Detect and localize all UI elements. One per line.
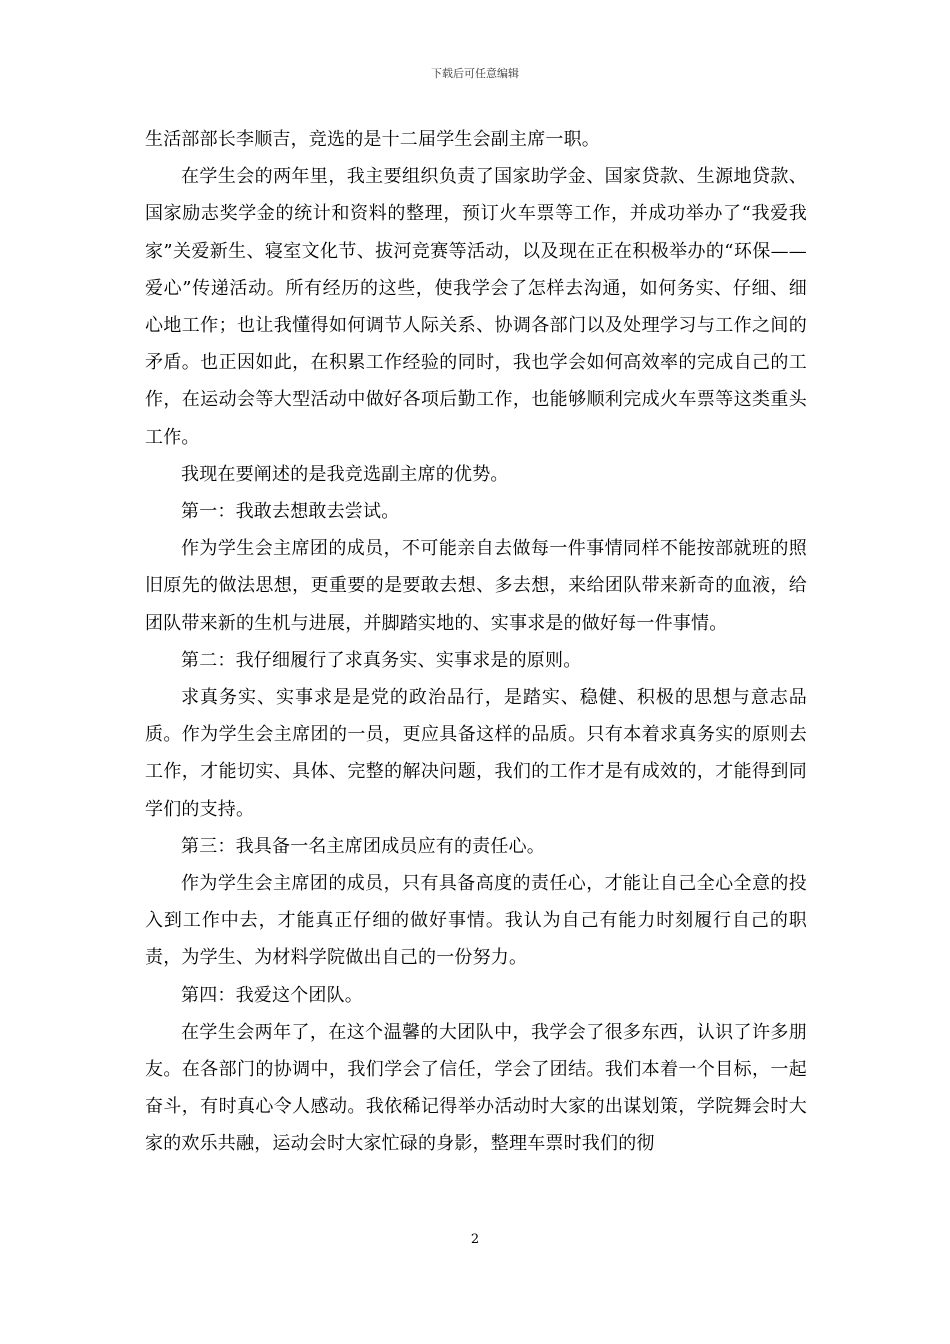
heading-point-two: 第二：我仔细履行了求真务实、实事求是的原则。 [181,649,582,671]
paragraph-point-one: 作为学生会主席团的成员，不可能亲自去做每一件事情同样不能按部就班的照旧原先的做法思想，更重要的是要敢去想、多去想，来给团队带来新奇的血液，给团队带来新的生机与进展，并脚踏实地的、实事求是的做好每一件事情。 [145,538,807,634]
paragraph-advantages-intro: 我现在要阐述的是我竞选副主席的优势。 [181,463,509,485]
page-header: 下载后可任意编辑 [431,67,519,80]
page-number: 2 [470,1232,480,1247]
paragraph-point-four: 在学生会两年了，在这个温馨的大团队中，我学会了很多东西，认识了许多朋友。在各部门的协调中，我们学会了信任，学会了团结。我们本着一个目标，一起奋斗，有时真心令人感动。我依稀记得举办活动时大家的出谋划策，学院舞会时大家的欢乐共融，运动会时大家忙碌的身影，整理车票时我们的彻 [145,1021,807,1155]
paragraph-continuation: 生活部部长李顺吉，竞选的是十二届学生会副主席一职。 [145,129,600,150]
heading-point-one: 第一：我敢去想敢去尝试。 [181,501,400,523]
paragraph-point-three: 作为学生会主席团的成员，只有具备高度的责任心，才能让自己全心全意的投入到工作中去，才能真正仔细的做好事情。我认为自己有能力时刻履行自己的职责，为学生、为材料学院做出自己的一份努力。 [145,873,807,969]
heading-point-three: 第三：我具备一名主席团成员应有的责任心。 [181,835,545,857]
paragraph-point-two: 求真务实、实事求是是党的政治品行，是踏实、稳健、积极的思想与意志品质。作为学生会主席团的一员，更应具备这样的品质。只有本着求真务实的原则去工作，才能切实、具体、完整的解决问题，我们的工作才是有成效的，才能得到同学们的支持。 [145,687,807,820]
heading-point-four: 第四：我爱这个团队。 [181,984,363,1006]
paragraph-experience: 在学生会的两年里，我主要组织负责了国家助学金、国家贷款、生源地贷款、国家励志奖学金的统计和资料的整理，预订火车票等工作，并成功举办了“我爱我家”关爱新生、寝室文化节、拔河竞赛等活动，以及现在正在积极举办的“环保——爱心”传递活动。所有经历的这些，使我学会了怎样去沟通，如何务实、仔细、细心地工作；也让我懂得如何调节人际关系、协调各部门以及处理学习与工作之间的矛盾。也正因如此，在积累工作经验的同时，我也学会如何高效率的完成自己的工作，在运动会等大型活动中做好各项后勤工作，也能够顺利完成火车票等这类重头工作。 [145,166,807,448]
document-body [145,121,807,1163]
